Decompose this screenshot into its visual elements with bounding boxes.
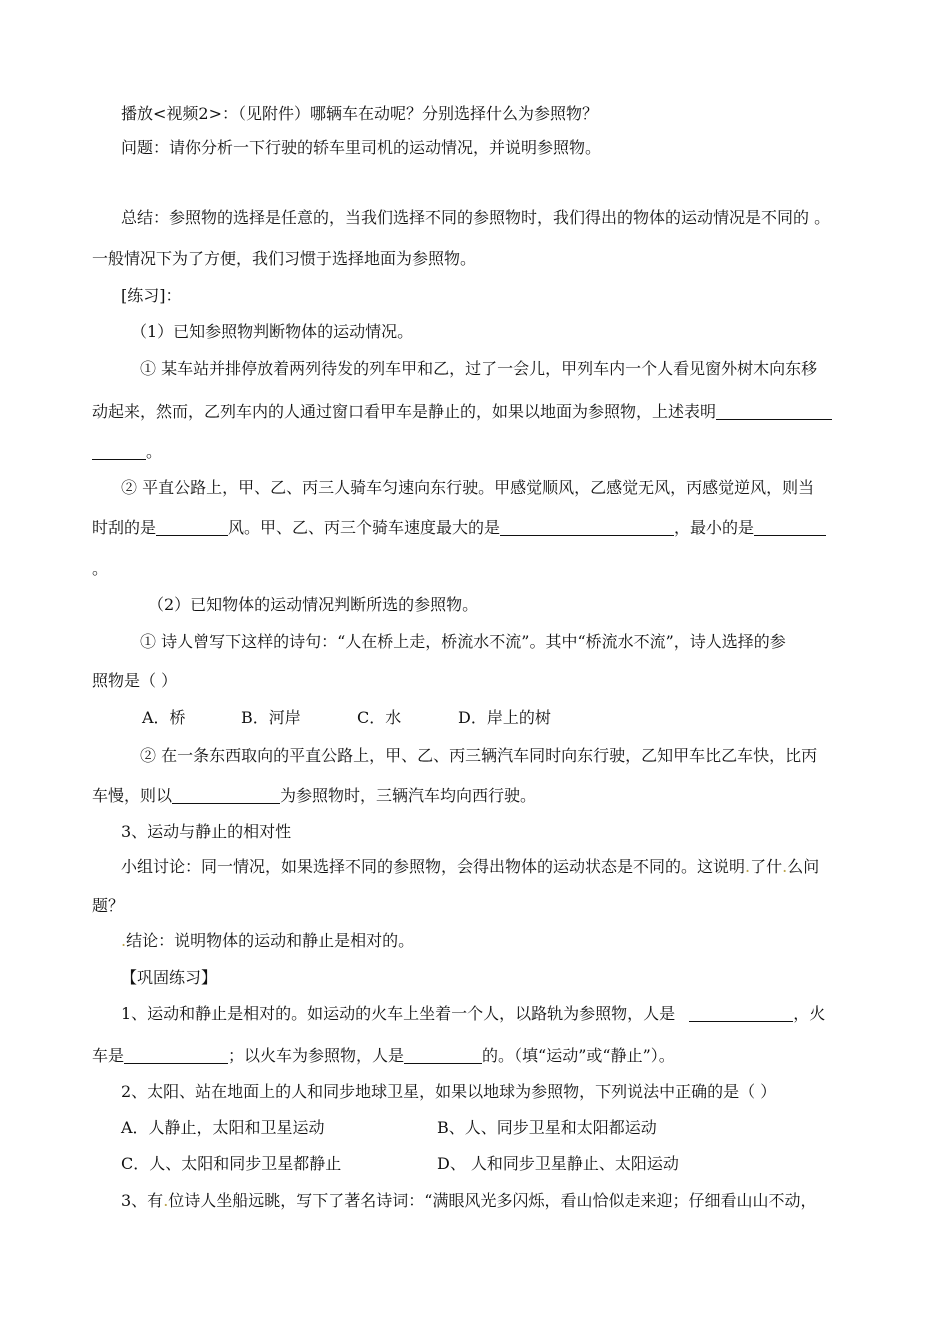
q-text-a: 车慢，则以 (92, 786, 173, 805)
answer-blank[interactable] (92, 443, 146, 460)
option-a: A．桥 (142, 708, 186, 727)
video-prompt: 播放<视频2>：（见附件）哪辆车在动呢？分别选择什么为参照物？ (121, 104, 598, 123)
question-text: 问题：请你分析一下行驶的轿车里司机的运动情况，并说明参照物。 (121, 138, 602, 157)
option-b: B．河岸 (241, 708, 301, 727)
answer-blank[interactable] (716, 403, 832, 420)
q-text-b: 为参照物时，三辆汽车均向西行驶。 (280, 786, 537, 805)
practice-2-option-d: D、 人和同步卫星静止、太阳运动 (437, 1154, 679, 1173)
q2-text-a: 时刮的是 (92, 518, 157, 537)
q2-text-c: ，最小的是 (674, 518, 755, 537)
p1-text-e: 的。（填“运动”或“静止”）。 (482, 1046, 675, 1065)
decor-dot: . (163, 1191, 169, 1210)
p1-text-c: 车是 (92, 1046, 125, 1065)
practice-2: 2、太阳、站在地面上的人和同步地球卫星，如果以地球为参照物，下列说法中正确的是（ ） (121, 1082, 777, 1101)
summary-text: 总结：参照物的选择是任意的，当我们选择不同的参照物时，我们得出的物体的运动情况是不同的 。 (121, 208, 831, 227)
group-discussion-cont: 题？ (92, 896, 125, 915)
exercise-1-q1: ① 某车站并排停放着两列待发的列车甲和乙，过了一会儿，甲列车内一个人看见窗外树木向东移 (140, 359, 818, 378)
summary-text-cont: 一般情况下为了方便，我们习惯于选择地面为参照物。 (92, 249, 477, 268)
answer-blank[interactable] (754, 519, 826, 536)
p3-text-a: 3、有 (121, 1191, 164, 1210)
decor-dot: . (782, 857, 788, 876)
group-discussion (121, 856, 819, 878)
answer-blank[interactable] (156, 519, 228, 536)
exercise-1-heading: （1）已知参照物判断物体的运动情况。 (131, 322, 414, 341)
answer-blank[interactable] (172, 787, 280, 804)
q2-text-b: 风。甲、乙、丙三个骑车速度最大的是 (228, 518, 501, 537)
exercise-1-q2-end: 。 (92, 559, 109, 578)
p3-text-b: 位诗人坐船远眺，写下了著名诗词：“满眼风光多闪烁，看山恰似走来迎；仔细看山山不动， (168, 1191, 817, 1210)
exercise-2-q2: ② 在一条东西取向的平直公路上，甲、乙、丙三辆汽车同时向东行驶，乙知甲车比乙车快，比丙 (140, 746, 818, 765)
exercise-2-heading: （2）已知物体的运动情况判断所选的参照物。 (148, 595, 479, 614)
discussion-text-a: 小组讨论：同一情况，如果选择不同的参照物，会得出物体的运动状态是不同的。这说明 (121, 857, 746, 876)
exercise-1-q1-cont (92, 401, 832, 423)
option-d: D．岸上的树 (458, 708, 551, 727)
section-3-heading: 3、运动与静止的相对性 (121, 822, 292, 841)
conclusion-text: 结论：说明物体的运动和静止是相对的。 (126, 931, 415, 950)
option-c: C．水 (357, 708, 402, 727)
answer-blank[interactable] (689, 1005, 793, 1022)
p1-text-b: ，火 (793, 1004, 826, 1023)
exercise-2-q1-cont: 照物是（ ） (92, 671, 178, 690)
exercise-heading: [练习]： (121, 286, 182, 305)
practice-1 (121, 1003, 825, 1025)
q1-end: 。 (146, 442, 163, 461)
answer-blank[interactable] (500, 519, 674, 536)
practice-1-cont (92, 1045, 675, 1067)
practice-2-option-b: B、人、同步卫星和太阳都运动 (437, 1118, 657, 1137)
answer-blank[interactable] (404, 1047, 482, 1064)
exercise-1-q2: ② 平直公路上，甲、乙、丙三人骑车匀速向东行驶。甲感觉顺风，乙感觉无风，丙感觉逆风，则当 (121, 478, 815, 497)
discussion-text-b: 了什 (750, 857, 783, 876)
consolidation-heading: 【巩固练习】 (121, 968, 218, 987)
conclusion (121, 930, 414, 952)
exercise-1-q2-cont (92, 517, 826, 539)
discussion-text-c: 么问 (787, 857, 820, 876)
answer-blank[interactable] (124, 1047, 228, 1064)
exercise-1-q1-end (92, 441, 162, 463)
decor-dot: . (745, 857, 751, 876)
q1-text: 动起来，然而，乙列车内的人通过窗口看甲车是静止的，如果以地面为参照物，上述表明 (92, 402, 717, 421)
practice-3 (121, 1190, 816, 1212)
p1-text-d: ；以火车为参照物，人是 (228, 1046, 405, 1065)
practice-2-option-a: A．人静止，太阳和卫星运动 (121, 1118, 325, 1137)
decor-dot: . (121, 931, 127, 950)
exercise-2-q2-cont (92, 785, 536, 807)
p1-text-a: 1、运动和静止是相对的。如运动的火车上坐着一个人，以路轨为参照物，人是 (121, 1004, 676, 1023)
practice-2-option-c: C．人、太阳和同步卫星都静止 (121, 1154, 342, 1173)
exercise-2-q1: ① 诗人曾写下这样的诗句：“人在桥上走，桥流水不流”。其中“桥流水不流”，诗人选择的参 (140, 632, 786, 651)
